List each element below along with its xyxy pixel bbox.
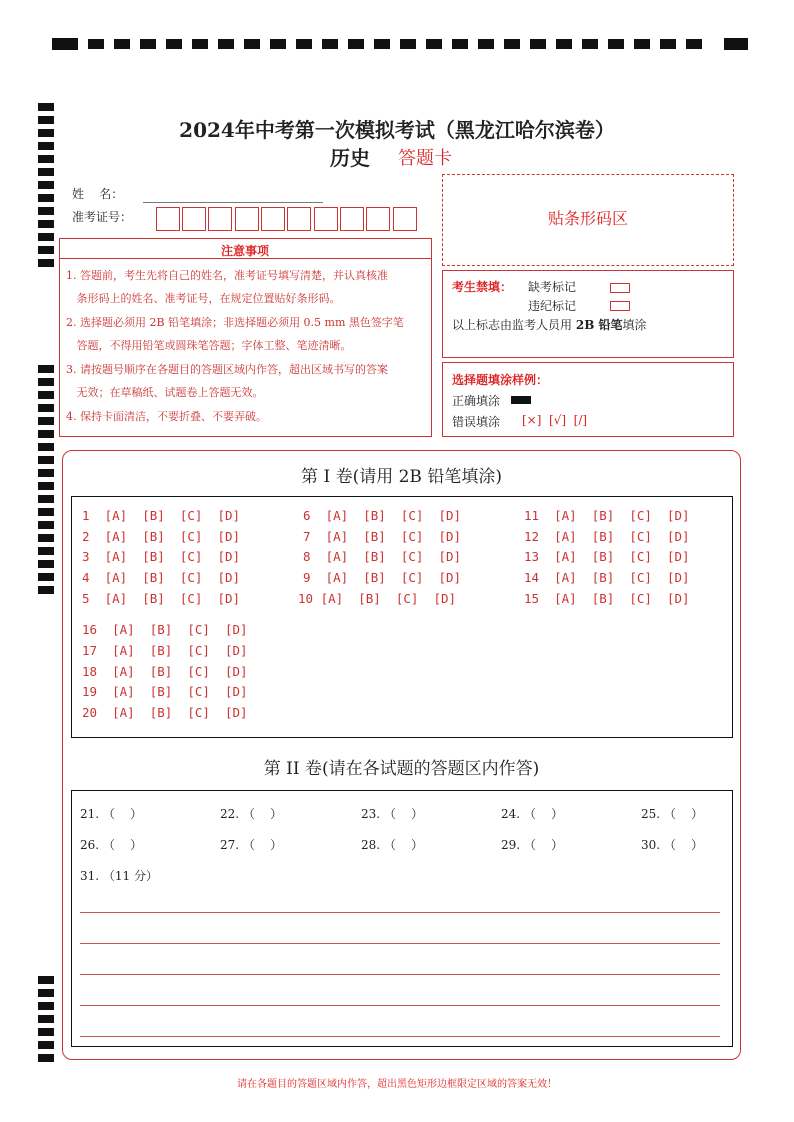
correct-fill-sample [511,396,531,404]
exam-title: 2024年中考第一次模拟考试（黑龙江哈尔滨卷） [179,118,615,142]
sample-title: 选择题填涂样例： [452,373,549,387]
answer-line[interactable] [80,1005,720,1006]
question-26[interactable]: 26. （ ） [80,838,143,852]
mc-question-17[interactable]: 17 [A] [B] [C] [D] [82,643,248,658]
notice-line: 3. 请按题号顺序在各题目的答题区域内作答，超出区域书写的答案 [66,363,388,376]
name-label: 姓 名： [72,187,124,201]
card-label: 答题卡 [398,148,452,169]
mc-question-8[interactable]: 8 [A] [B] [C] [D] [303,549,462,564]
prohibit-label: 考生禁填： [452,280,513,294]
question-27[interactable]: 27. （ ） [220,838,283,852]
subject-title: 历史 [330,146,370,170]
notice-line: 1. 答题前，考生先将自己的姓名，准考证号填写清楚，并认真核准 [66,269,388,282]
mc-question-20[interactable]: 20 [A] [B] [C] [D] [82,705,248,720]
wrong-label: 错误填涂 [452,415,501,429]
mc-question-15[interactable]: 15 [A] [B] [C] [D] [524,591,690,606]
mc-question-9[interactable]: 9 [A] [B] [C] [D] [303,570,462,585]
notice-line: 2. 选择题必须用 2B 铅笔填涂；非选择题必须用 0.5 mm 黑色签字笔 [66,316,404,329]
mc-question-10[interactable]: 10 [A] [B] [C] [D] [298,591,457,606]
id-label: 准考证号： [72,210,133,224]
part2-box [71,790,733,1047]
part1-title: 第 I 卷(请用 2B 铅笔填涂) [301,467,502,487]
mc-question-19[interactable]: 19 [A] [B] [C] [D] [82,684,248,699]
mc-question-7[interactable]: 7 [A] [B] [C] [D] [303,529,462,544]
mc-question-11[interactable]: 11 [A] [B] [C] [D] [524,508,690,523]
question-21[interactable]: 21. （ ） [80,807,143,821]
mc-question-12[interactable]: 12 [A] [B] [C] [D] [524,529,690,544]
question-29[interactable]: 29. （ ） [501,838,564,852]
barcode-label: 贴条形码区 [547,209,628,228]
mc-question-1[interactable]: 1 [A] [B] [C] [D] [82,508,241,523]
footer-warning: 请在各题目的答题区域内作答，超出黑色矩形边框限定区域的答案无效！ [237,1079,557,1090]
mc-question-3[interactable]: 3 [A] [B] [C] [D] [82,549,241,564]
prohibit-note: 以上标志由监考人员用 2B 铅笔填涂 [452,318,647,332]
mc-question-4[interactable]: 4 [A] [B] [C] [D] [82,570,241,585]
question-28[interactable]: 28. （ ） [361,838,424,852]
name-field[interactable] [143,202,323,203]
wrong-marks: [×] [√] [/] [522,413,588,427]
question-23[interactable]: 23. （ ） [361,807,424,821]
answer-line[interactable] [80,912,720,913]
violation-label: 违纪标记 [528,299,577,313]
notice-line: 答题，不得用铅笔或圆珠笔答题；字体工整、笔迹清晰。 [66,339,352,352]
mc-question-13[interactable]: 13 [A] [B] [C] [D] [524,549,690,564]
absent-label: 缺考标记 [528,280,577,294]
question-24[interactable]: 24. （ ） [501,807,564,821]
notice-title: 注意事项 [220,244,269,258]
mc-question-6[interactable]: 6 [A] [B] [C] [D] [303,508,462,523]
notice-line: 条形码上的姓名、准考证号，在规定位置贴好条形码。 [66,292,341,305]
answer-line[interactable] [80,1036,720,1037]
question-22[interactable]: 22. （ ） [220,807,283,821]
absent-mark-box[interactable] [610,283,630,293]
answer-line[interactable] [80,943,720,944]
violation-mark-box[interactable] [610,301,630,311]
notice-line: 无效；在草稿纸、试题卷上答题无效。 [66,386,264,399]
correct-label: 正确填涂 [452,394,501,408]
mc-question-5[interactable]: 5 [A] [B] [C] [D] [82,591,241,606]
mc-question-18[interactable]: 18 [A] [B] [C] [D] [82,664,248,679]
part2-title: 第 II 卷(请在各试题的答题区内作答) [263,759,540,779]
question-25[interactable]: 25. （ ） [641,807,704,821]
mc-question-14[interactable]: 14 [A] [B] [C] [D] [524,570,690,585]
question-30[interactable]: 30. （ ） [641,838,704,852]
answer-line[interactable] [80,974,720,975]
mc-question-16[interactable]: 16 [A] [B] [C] [D] [82,622,248,637]
mc-question-2[interactable]: 2 [A] [B] [C] [D] [82,529,241,544]
question-31-label: 31. （11 分） [80,869,158,883]
notice-line: 4. 保持卡面清洁，不要折叠、不要弄破。 [66,410,267,423]
